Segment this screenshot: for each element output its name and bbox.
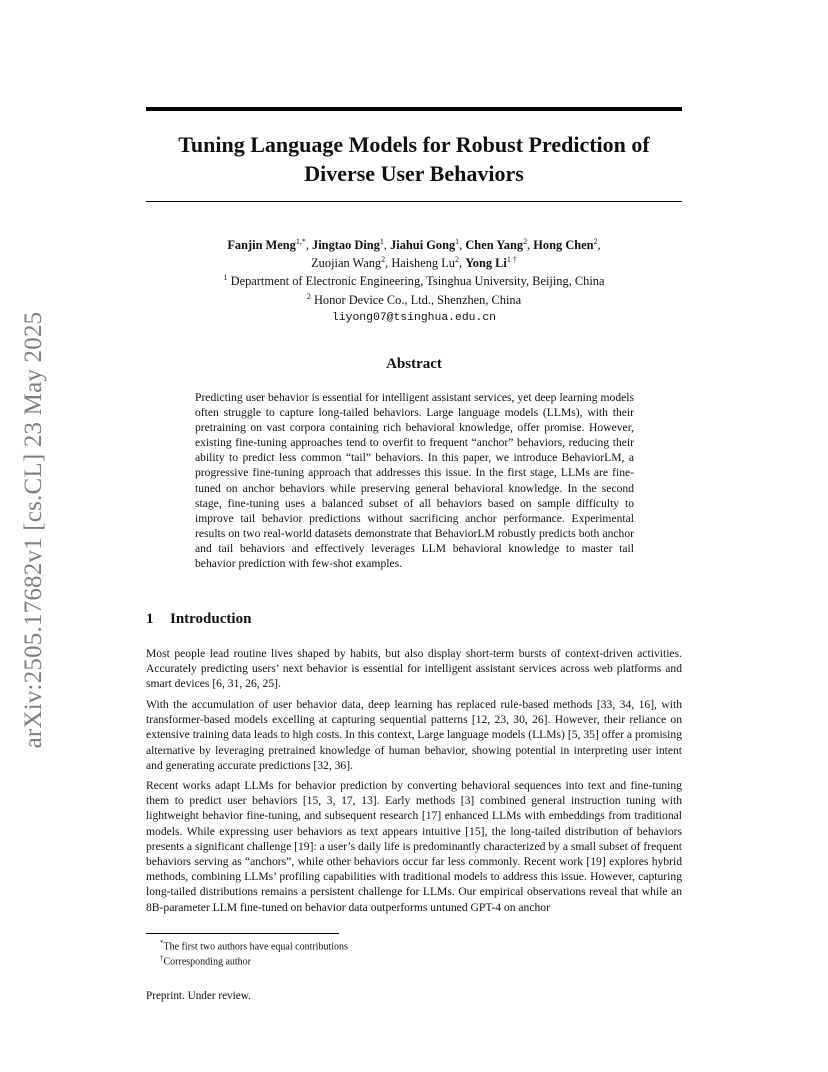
- title-top-rule: [146, 107, 682, 111]
- author-affiliation-mark: 2: [381, 255, 386, 265]
- author-affiliation-mark: 1,*: [295, 236, 306, 246]
- author-name: Hong Chen: [533, 238, 594, 252]
- author-name: Chen Yang: [465, 238, 524, 252]
- section-number: 1: [146, 611, 154, 627]
- author-affiliation-mark: 2: [523, 236, 528, 246]
- intro-paragraph-1: Most people lead routine lives shaped by habits, but also display short-term bursts of context-driven activities. Accurately predicting users’ next behavior is essential for intelligent assistant services across web platforms and smart devices [6, 31, 26, 25].: [146, 647, 682, 691]
- footnote-mark: *: [160, 939, 164, 947]
- arxiv-identifier-text: arXiv:2505.17682v1 [cs.CL] 23 May 2025: [20, 311, 47, 749]
- author-block: [146, 236, 682, 327]
- footnote-mark: †: [160, 954, 164, 962]
- intro-paragraph-3: Recent works adapt LLMs for behavior prediction by converting behavioral sequences into text and fine-tuning them to predict user behaviors [15, 3, 17, 13]. Early methods [3] combined general instruction tuning with lightweight behavior fine-tuning, and subsequent research [17] enhanced LLMs with embeddings from traditional models. While expressing user behaviors as text appears intuitive [15], the long-tailed distribution of behaviors presents a significant challenge [19]: a user’s daily life is predominantly characterized by a small subset of frequent behaviors serving as “anchors”, while other behaviors occur far less commonly. Recent work [19] explores hybrid methods, combining LLMs’ profiling capabilities with traditional models to address this issue. However, capturing long-tailed distributions remains a persistent challenge for LLMs. Our empirical observations reveal that while an 8B-parameter LLM fine-tuned on behavior data outperforms untuned GPT-4 on anchor: [146, 779, 682, 914]
- intro-paragraph-2: With the accumulation of user behavior data, deep learning has replaced rule-based methods [33, 34, 16], with transformer-based models excelling at capturing sequential patterns [12, 23, 30, 26]. However, their reliance on extensive training data leads to high costs. In this context, Large language models (LLMs) [5, 35] offer a promising alternative by leveraging pretrained knowledge of human behavior, showing potential in interpreting user intent and generating accurate predictions [32, 36].: [146, 698, 682, 772]
- author-name: Jiahui Gong: [390, 238, 456, 252]
- page-footer: Preprint. Under review.: [146, 990, 251, 1002]
- paper-title: Tuning Language Models for Robust Prediction of Diverse User Behaviors: [178, 132, 650, 186]
- author-name: Haisheng Lu: [391, 256, 455, 271]
- author-affiliation-mark: 1: [455, 236, 460, 246]
- author-name: Jingtao Ding: [312, 238, 380, 252]
- author-line-2: Zuojian Wang$^2$, Haisheng Lu$^2$, Yong $Li^{1 \dagger}$: [311, 255, 517, 271]
- footnote-rule: [146, 933, 339, 934]
- abstract-heading: Abstract: [386, 356, 442, 372]
- footnote-text: The first two authors have equal contributions: [163, 941, 348, 953]
- affiliation-mark: 2: [306, 291, 311, 301]
- title-bottom-rule: [146, 201, 682, 202]
- affiliation-2: [146, 291, 682, 309]
- affiliation-text: Honor Device Co., Ltd., Shenzhen, China: [313, 292, 522, 307]
- contact-email[interactable]: liyong07@tsinghua.edu.cn: [331, 311, 497, 324]
- affiliation-mark: 1: [223, 273, 228, 283]
- author-line-1: Fanjin Meng$^{1,*}$, Jingtao Ding$^1$, Jiahui Gong$^1$, Chen Yang$^2$, Hong Chen$^2$,: [227, 236, 601, 252]
- section-title: Introduction: [170, 611, 252, 627]
- affiliation-1: [146, 272, 682, 290]
- author-name: Fanjin Meng: [227, 238, 296, 252]
- author-affiliation-mark: 1 †: [506, 255, 517, 265]
- footnote-text: Corresponding author: [163, 956, 251, 968]
- author-name: Yong Li: [465, 256, 507, 271]
- author-affiliation-mark: 2: [593, 236, 598, 246]
- affiliation-text: Department of Electronic Engineering, Tsinghua University, Beijing, China: [230, 274, 605, 289]
- author-affiliation-mark: 2: [455, 255, 459, 265]
- section-heading-introduction: [146, 611, 251, 628]
- author-affiliation-mark: 1: [379, 236, 384, 246]
- footnote-2: [160, 951, 251, 969]
- author-name: Zuojian Wang: [311, 256, 382, 271]
- arxiv-identifier: [14, 300, 54, 760]
- abstract-text: Predicting user behavior is essential for intelligent assistant services, yet deep learning models often struggle to capture long-tailed behaviors. Large language models (LLMs), with their pretraining on vast corpora containing rich behavioral knowledge, offer promise. However, existing fine-tuning approaches tend to overfit to frequent “anchor” behaviors, reducing their ability to predict less common “tail” behaviors. In this paper, we introduce BehaviorLM, a progressive fine-tuning approach that addresses this issue. In the first stage, LLMs are fine-tuned on anchor behaviors while preserving general behavioral knowledge. In the second stage, fine-tuning uses a balanced subset of all behaviors based on sample difficulty to improve tail behavior predictions without sacrificing anchor performance. Experimental results on two real-world datasets demonstrate that BehaviorLM robustly predicts both anchor and tail behaviors and effectively leverages LLM behavioral knowledge to master tail behavior prediction with few-shot examples.: [195, 391, 634, 571]
